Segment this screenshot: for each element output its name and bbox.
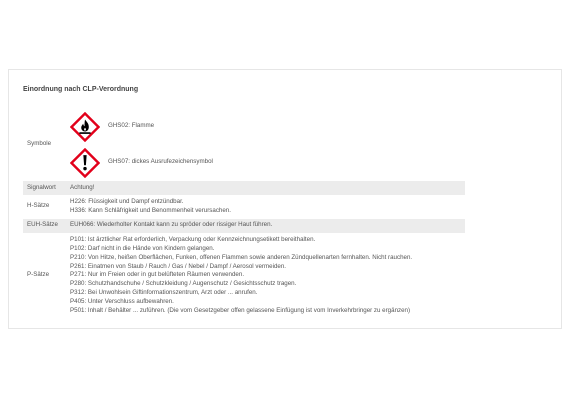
clp-table xyxy=(23,108,465,319)
h-satz-line: H226: Flüssigkeit und Dampf entzündbar. xyxy=(70,198,184,205)
p-saetze-label: P-Sätze xyxy=(27,271,50,279)
section-title: Einordnung nach CLP-Verordnung xyxy=(23,86,139,93)
ghs02-flame-icon xyxy=(70,112,100,142)
row-p-saetze xyxy=(23,233,465,319)
p-satz-line: P405: Unter Verschluss aufbewahren. xyxy=(70,298,174,306)
symbols-cell xyxy=(66,108,465,181)
h-satz-line: H336: Kann Schläfrigkeit und Benommenheit verursachen. xyxy=(70,206,231,214)
signalwort-label: Signalwort xyxy=(23,181,66,195)
clp-classification-card xyxy=(8,69,562,329)
euh-saetze-label: EUH-Sätze xyxy=(23,219,66,233)
symbol-label-ghs02: GHS02: Flamme xyxy=(108,122,155,130)
row-symbols xyxy=(23,108,465,181)
p-satz-line: P102: Darf nicht in die Hände von Kindern gelangen. xyxy=(70,244,215,252)
symbols-label: Symbole xyxy=(27,140,52,148)
row-signalwort xyxy=(23,181,465,195)
ghs07-exclamation-icon xyxy=(70,148,100,178)
p-satz-line: P101: Ist ärztlicher Rat erforderlich, Verpackung oder Kennzeichnungsetikett bereithalten. xyxy=(70,235,316,243)
signalwort-value: Achtung! xyxy=(66,181,465,195)
symbol-item-ghs07 xyxy=(70,145,461,181)
p-satz-line: P501: Inhalt / Behälter ... zuführen. (Die vom Gesetzgeber offen gelassene Einfügung ist vom Inverkehrbringer zu ergänzen) xyxy=(70,307,411,315)
euh-saetze-value: EUH066: Wiederholter Kontakt kann zu spröder oder rissiger Haut führen. xyxy=(66,219,465,233)
p-satz-line: P210: Von Hitze, heißen Oberflächen, Funken, offenen Flammen sowie anderen Zündquellenarten fernhalten. Nicht rauchen. xyxy=(70,253,413,261)
h-saetze-label: H-Sätze xyxy=(27,202,50,210)
p-satz-line: P271: Nur im Freien oder in gut belüfteten Räumen verwenden. xyxy=(70,271,245,279)
p-satz-line: P280: Schutzhandschuhe / Schutzkleidung / Augenschutz / Gesichtsschutz tragen. xyxy=(70,280,297,288)
p-satz-line: P312: Bei Unwohlsein Giftinformationszentrum, Arzt oder ... anrufen. xyxy=(70,289,258,297)
p-saetze-cell xyxy=(66,233,465,319)
symbol-label-ghs07: GHS07: dickes Ausrufezeichensymbol xyxy=(108,158,213,166)
row-h-saetze xyxy=(23,195,465,219)
symbol-item-ghs02 xyxy=(70,109,461,145)
p-satz-line: P261: Einatmen von Staub / Rauch / Gas / Nebel / Dampf / Aerosol vermeiden. xyxy=(70,262,286,270)
row-euh-saetze xyxy=(23,219,465,233)
h-saetze-cell xyxy=(66,195,465,219)
